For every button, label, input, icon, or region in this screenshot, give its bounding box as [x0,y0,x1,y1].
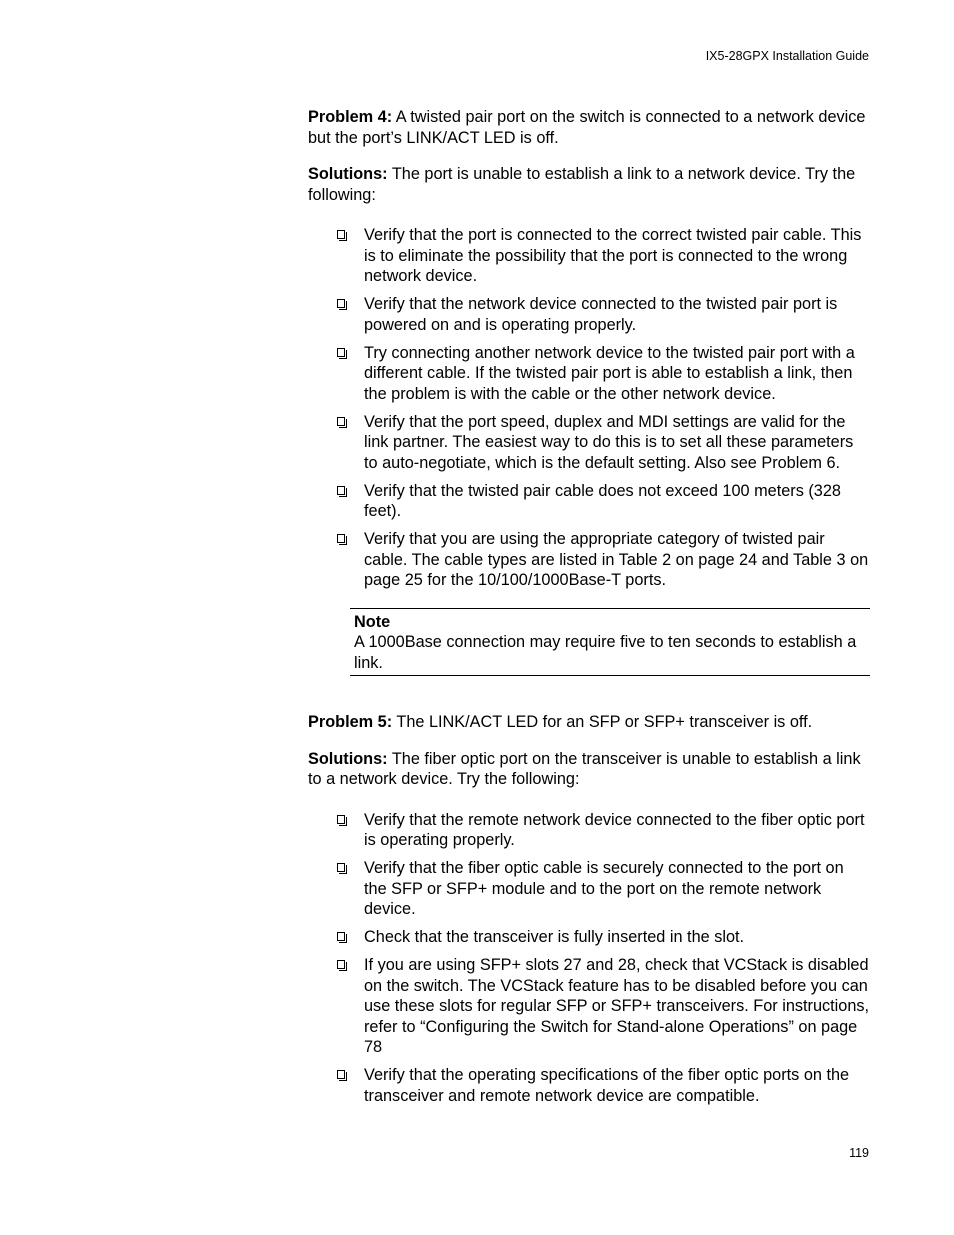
checkbox-bullet-icon [337,932,345,941]
list-item [308,225,870,287]
list-item [308,1065,870,1106]
checkbox-bullet-icon [337,299,345,308]
solutions-5-paragraph [308,749,870,790]
solutions-5-text: The fiber optic port on the transceiver is unable to establish a link to a network device. Try the following: [308,749,861,788]
solutions-4-list [308,225,870,591]
list-item [308,343,870,405]
checkbox-bullet-icon [337,486,345,495]
problem-5-label: Problem 5: [308,713,393,731]
list-item [308,412,870,474]
solutions-5-label: Solutions: [308,749,388,768]
checkbox-bullet-icon [337,815,345,824]
problem-4-paragraph [308,107,870,148]
list-item [308,858,870,920]
problem-5-paragraph [308,712,870,733]
checkbox-bullet-icon [337,348,345,357]
list-item-text: Verify that the port is connected to the correct twisted pair cable. This is to eliminate the possibility that the port is connected to the wrong network device. [364,226,862,285]
problem-4-label: Problem 4: [308,108,393,126]
list-item-text: Try connecting another network device to the twisted pair port with a different cable. If the twisted pair port is able to establish a link, then the problem is with the cable or the other network device. [364,343,855,403]
list-item-text: Verify that the operating specifications of the fiber optic ports on the transceiver and remote network device are compatible. [364,1066,850,1105]
checkbox-bullet-icon [337,417,345,426]
list-item [308,955,870,1058]
page-number: 119 [849,1146,869,1160]
main-content [308,107,870,1114]
note-text: A 1000Base connection may require five to ten seconds to establish a link. [354,633,857,672]
list-item-text: Check that the transceiver is fully inserted in the slot. [364,928,745,946]
solutions-4-text: The port is unable to establish a link to a network device. Try the following: [308,165,856,204]
list-item [308,529,870,591]
note-title: Note [354,612,391,631]
list-item [308,294,870,335]
solutions-4-label: Solutions: [308,165,388,183]
list-item-text: If you are using SFP+ slots 27 and 28, check that VCStack is disabled on the switch. The VCStack feature has to be disabled before you can use these slots for regular SFP or SFP+ transceivers. For instructions, refer to “Configuring the Switch for Stand-alone Operations” on page 78 [364,956,870,1056]
running-header: IX5-28GPX Installation Guide [705,49,869,63]
solutions-4-paragraph [308,164,870,205]
list-item [308,810,870,851]
list-item [308,927,870,948]
checkbox-bullet-icon [337,960,345,969]
problem-4-text: A twisted pair port on the switch is connected to a network device but the port’s LINK/ACT LED is off. [308,108,866,147]
note-box [350,608,870,677]
list-item-text: Verify that the remote network device connected to the fiber optic port is operating properly. [364,810,865,849]
list-item-text: Verify that the twisted pair cable does not exceed 100 meters (328 feet). [364,481,841,520]
checkbox-bullet-icon [337,863,345,872]
checkbox-bullet-icon [337,534,345,543]
list-item-text: Verify that the fiber optic cable is securely connected to the port on the SFP or SFP+ module and to the port on the remote network device. [364,859,844,918]
problem-5-text: The LINK/ACT LED for an SFP or SFP+ transceiver is off. [392,713,813,731]
checkbox-bullet-icon [337,1070,345,1079]
list-item [308,481,870,522]
list-item-text: Verify that you are using the appropriate category of twisted pair cable. The cable types are listed in Table 2 on page 24 and Table 3 on page 25 for the 10/100/1000Base-T ports. [364,530,869,589]
list-item-text: Verify that the network device connected to the twisted pair port is powered on and is operating properly. [364,295,838,334]
checkbox-bullet-icon [337,230,345,239]
list-item-text: Verify that the port speed, duplex and MDI settings are valid for the link partner. The easiest way to do this is to set all these parameters to auto-negotiate, which is the default setting. Also see Problem 6. [364,412,854,472]
solutions-5-list [308,810,870,1107]
